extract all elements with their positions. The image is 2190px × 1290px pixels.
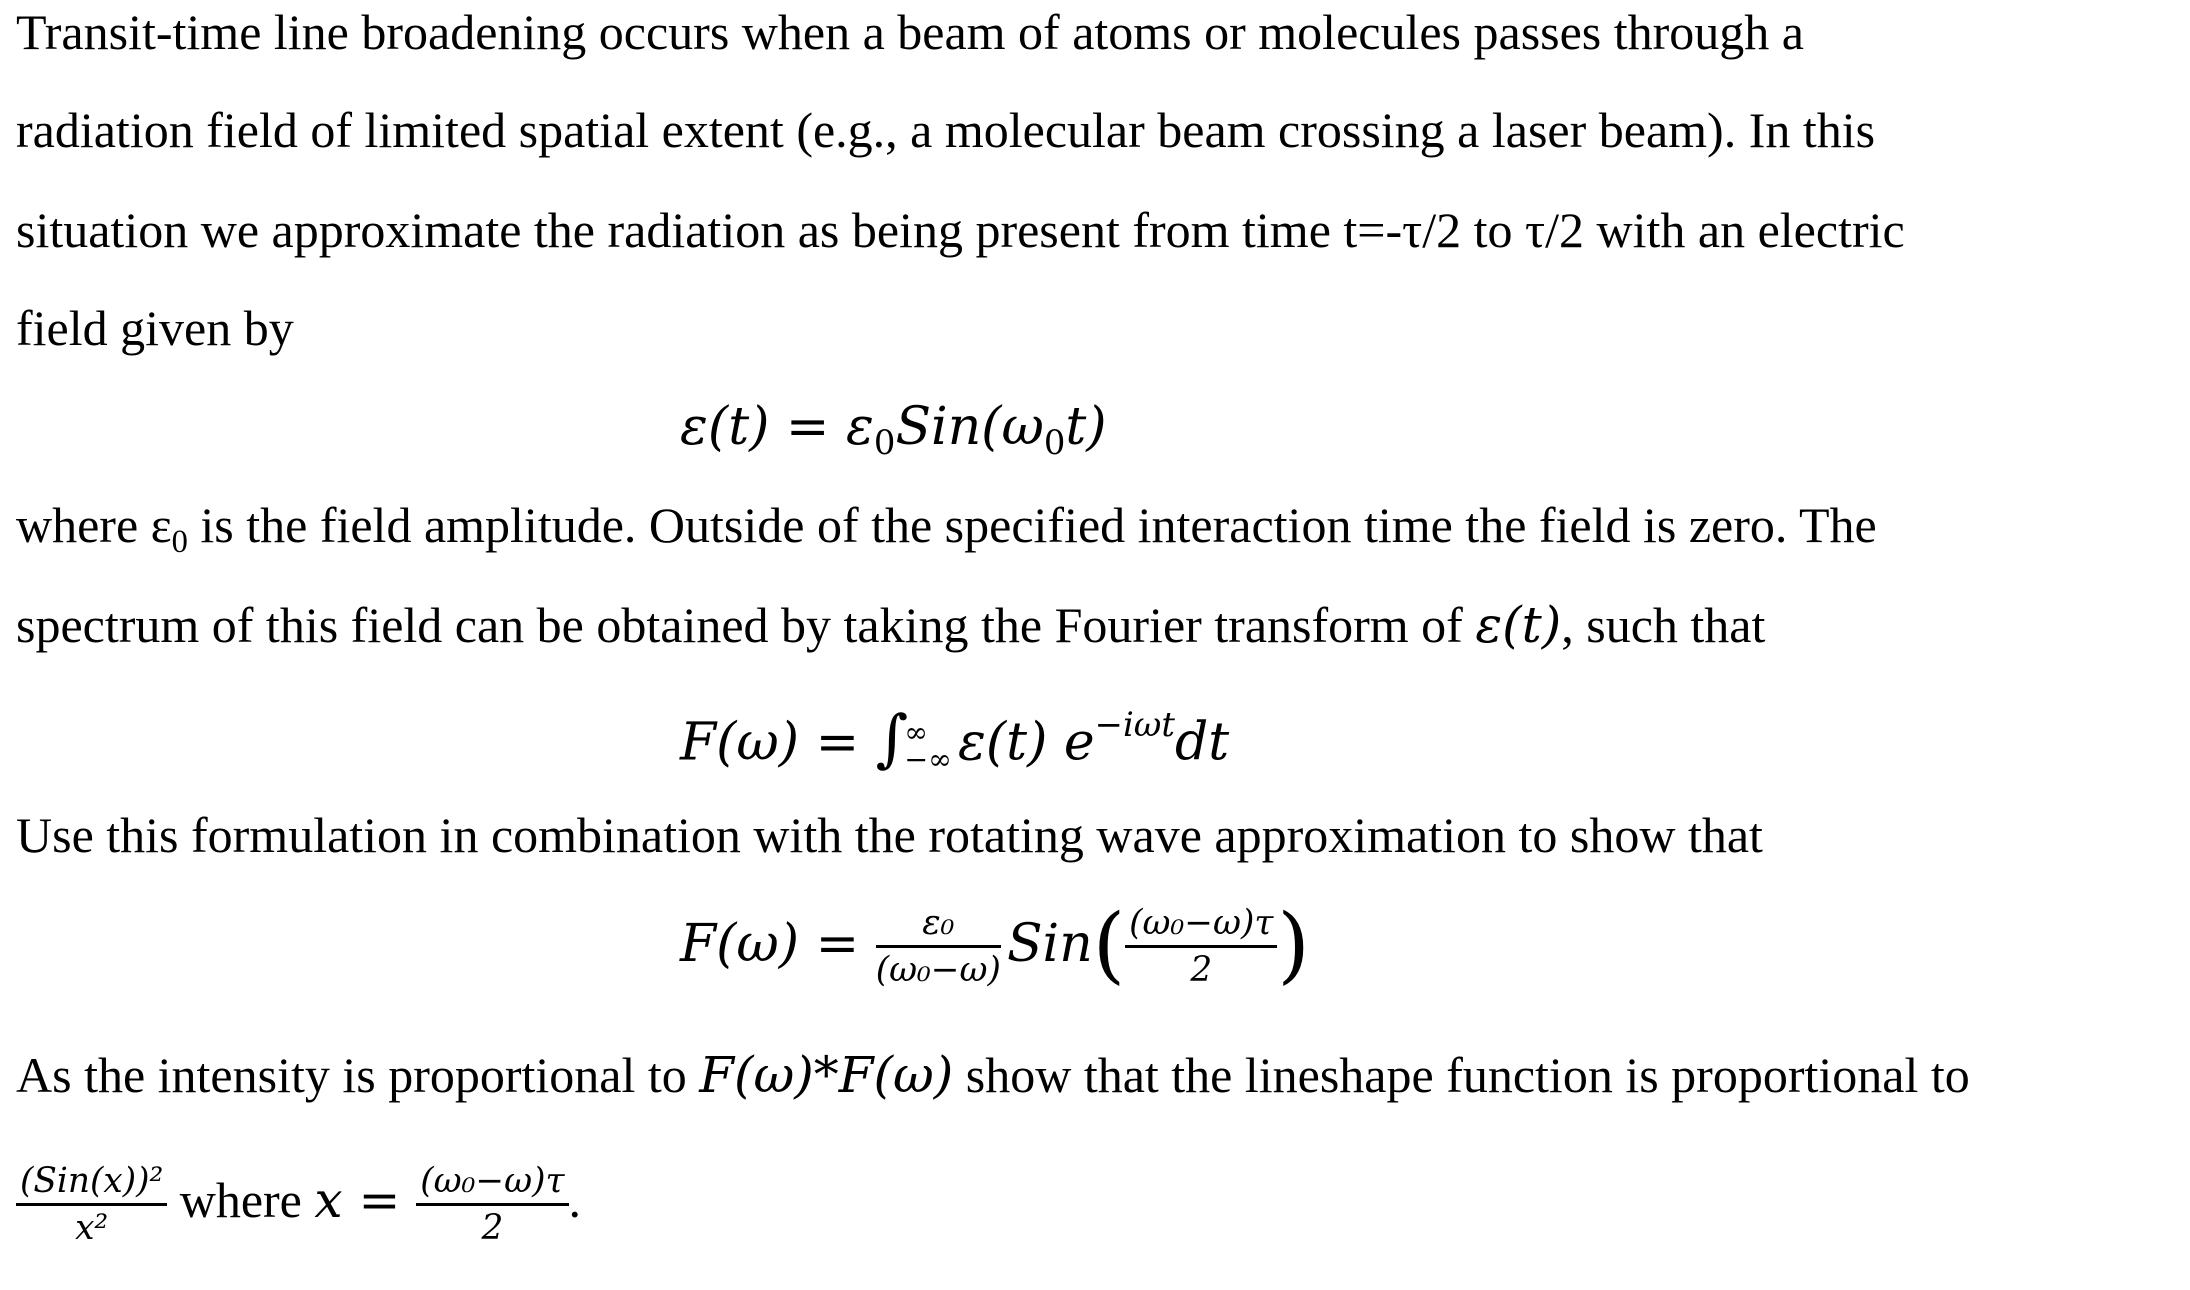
x-den: 2 [481,1208,504,1249]
para2-line2-math: ε(t) [1475,596,1562,654]
para4-end: . [568,1172,582,1228]
para1-line2: radiation field of limited spatial extent (e.g., a molecular beam crossing a laser beam). In this [16,102,1876,158]
para2-line1-a: where ε [16,497,172,553]
equation-field [680,397,1107,473]
eq1-rhs-b: t) [1065,397,1107,457]
para2-line1-b: is the field amplitude. Outside of the specified interaction time the field is zero. The [187,497,1877,553]
para4-line1-math: F(ω)*F(ω) [699,1046,954,1104]
eq1-lhs: ε(t) = ε [680,397,874,457]
equation-fourier [680,695,1230,777]
equation-result [680,896,1310,994]
eq3-rparen: ) [1277,896,1310,994]
para4-x-eq: x = [314,1171,417,1229]
x-num: (ω₀−ω)τ [416,1163,568,1206]
integral-upper: ∞ [904,714,929,749]
eq3-inner-fraction [1125,905,1277,990]
eq1-sub-omega: 0 [1043,423,1066,463]
para2-line2-b: , such that [1561,597,1766,653]
eq2-exponent: −iωt [1094,705,1175,744]
para4-line2 [16,1160,581,1248]
eq3-sin: Sin [1006,913,1093,974]
para1-line1: Transit-time line broadening occurs when a beam of atoms or molecules passes through a [16,4,1804,60]
para2-line1-sub: 0 [171,523,188,560]
eq1-sub: 0 [873,423,896,463]
para2-line1 [16,495,1877,572]
eq3-den: (ω₀−ω) [875,949,1001,990]
eq3-fraction [876,905,1001,990]
eq2-body: ε(t) e [957,712,1095,773]
eq2-dt: dt [1174,712,1230,773]
eq3-lhs: F(ω) = [680,913,876,974]
para4-line1 [16,1045,1970,1105]
x-fraction [416,1163,568,1248]
para1-line3: situation we approximate the radiation as being present from time t=-τ/2 to τ/2 with an electric [16,202,1905,258]
para4-line1-b: show that the lineshape function is proportional to [953,1047,1970,1103]
lineshape-fraction [16,1163,167,1248]
eq1-rhs-a: Sin(ω [895,397,1044,457]
eq3-num: ε₀ [876,905,1001,948]
integral-limits [904,714,952,777]
lineshape-den: x² [75,1208,109,1249]
integral-sign: ∫ [875,701,909,775]
para1-line4: field given by [16,300,294,356]
para4-where: where [167,1172,315,1228]
para4-line1-a: As the intensity is proportional to [16,1047,700,1103]
eq3-inner-den: 2 [1190,949,1213,990]
eq2-lhs: F(ω) = [680,712,876,773]
para2-line2-a: spectrum of this field can be obtained by taking the Fourier transform of [16,597,1476,653]
para3-line1: Use this formulation in combination with the rotating wave approximation to show that [16,807,1763,863]
integral-lower: −∞ [904,742,952,777]
eq3-inner-num: (ω₀−ω)τ [1125,905,1277,948]
lineshape-num: (Sin(x))² [16,1163,167,1206]
eq3-lparen: ( [1092,896,1126,994]
para2-line2 [16,595,1765,655]
